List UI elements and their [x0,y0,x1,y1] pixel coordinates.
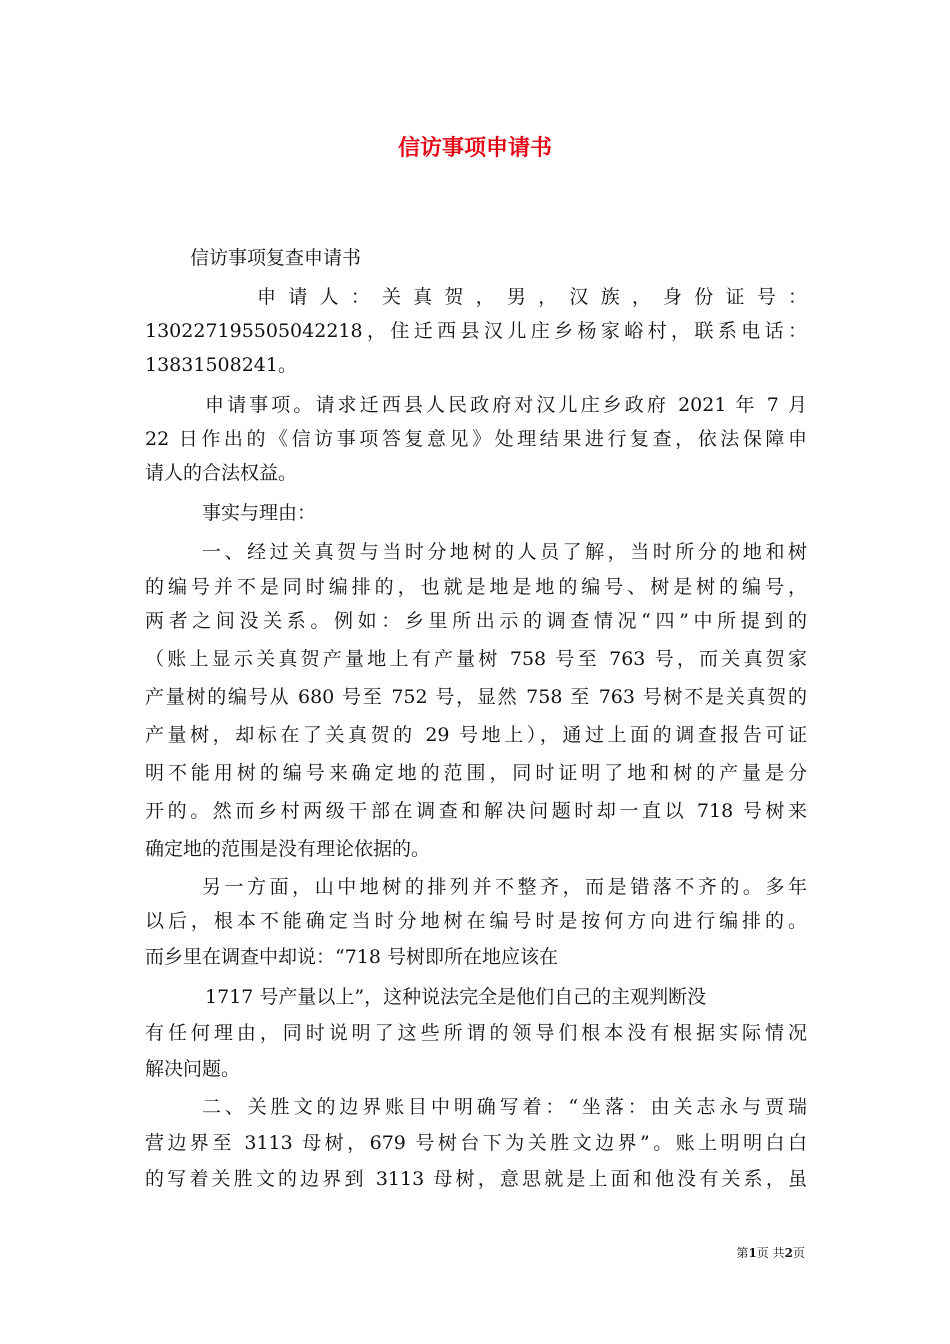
paragraph-line: 明不能用树的编号来确定地的范围，同时证明了地和树的产量是分 [145,762,807,784]
footer-total-pages: 2 [784,1246,793,1260]
paragraph-line: 13831508241。 [145,354,297,376]
paragraph-line: 申请事项。请求迁西县人民政府对汉儿庄乡政府 2021 年 7 月 [205,394,807,416]
paragraph-line: （账上显示关真贺产量地上有产量树 758 号至 763 号，而关真贺家 [145,648,807,670]
paragraph-line: 两者之间没关系。例如：乡里所出示的调查情况“四”中所提到的 [145,610,807,632]
section-heading: 事实与理由： [202,502,317,524]
paragraph-line: 另一方面，山中地树的排列并不整齐，而是错落不齐的。多年 [202,876,807,898]
page-footer [736,1245,805,1261]
footer-page-number: 1 [748,1246,757,1260]
paragraph-line: 开的。然而乡村两级干部在调查和解决问题时却一直以 718 号树来 [145,800,807,822]
paragraph-line: 解决问题。 [145,1058,241,1080]
paragraph-line: 而乡里在调查中却说：“718 号树即所在地应该在 [145,946,559,968]
footer-prefix: 第 [736,1246,749,1260]
paragraph-line: 二、关胜文的边界账目中明确写着：“坐落：由关志永与贾瑞 [202,1096,807,1118]
paragraph-line: 有任何理由，同时说明了这些所谓的领导们根本没有根据实际情况 [145,1022,807,1044]
paragraph-line: 一、经过关真贺与当时分地树的人员了解，当时所分的地和树 [202,541,807,563]
paragraph-line: 130227195505042218，住迁西县汉儿庄乡杨家峪村，联系电话： [145,320,807,342]
paragraph-line: 1717 号产量以上”，这种说法完全是他们自己的主观判断没 [205,986,707,1008]
paragraph-line: 产量树，却标在了关真贺的 29 号地上），通过上面的调查报告可证 [145,724,807,746]
paragraph-line: 22 日作出的《信访事项答复意见》处理结果进行复查，依法保障申 [145,428,807,450]
paragraph-line: 申 请 人 ： 关 真 贺 ， 男 ， 汉 族 ， 身 份 证 号 ： [257,286,807,308]
footer-suffix: 页 [792,1246,805,1260]
paragraph-line: 确定地的范围是没有理论依据的。 [145,838,431,860]
paragraph-line: 以后，根本不能确定当时分地树在编号时是按何方向进行编排的。 [145,910,807,932]
document-title: 信访事项申请书 [397,135,552,161]
paragraph-line: 的编号并不是同时编排的，也就是地是地的编号、树是树的编号， [145,576,807,598]
subtitle-line: 信访事项复查申请书 [190,247,362,269]
paragraph-line: 请人的合法权益。 [145,462,298,484]
paragraph-line: 营边界至 3113 母树，679 号树台下为关胜文边界”。账上明明白白 [145,1132,807,1154]
paragraph-line: 的写着关胜文的边界到 3113 母树，意思就是上面和他没有关系，虽 [145,1168,807,1190]
footer-middle: 页 共 [756,1246,785,1260]
paragraph-line: 产量树的编号从 680 号至 752 号，显然 758 至 763 号树不是关真贺的 [145,686,807,708]
